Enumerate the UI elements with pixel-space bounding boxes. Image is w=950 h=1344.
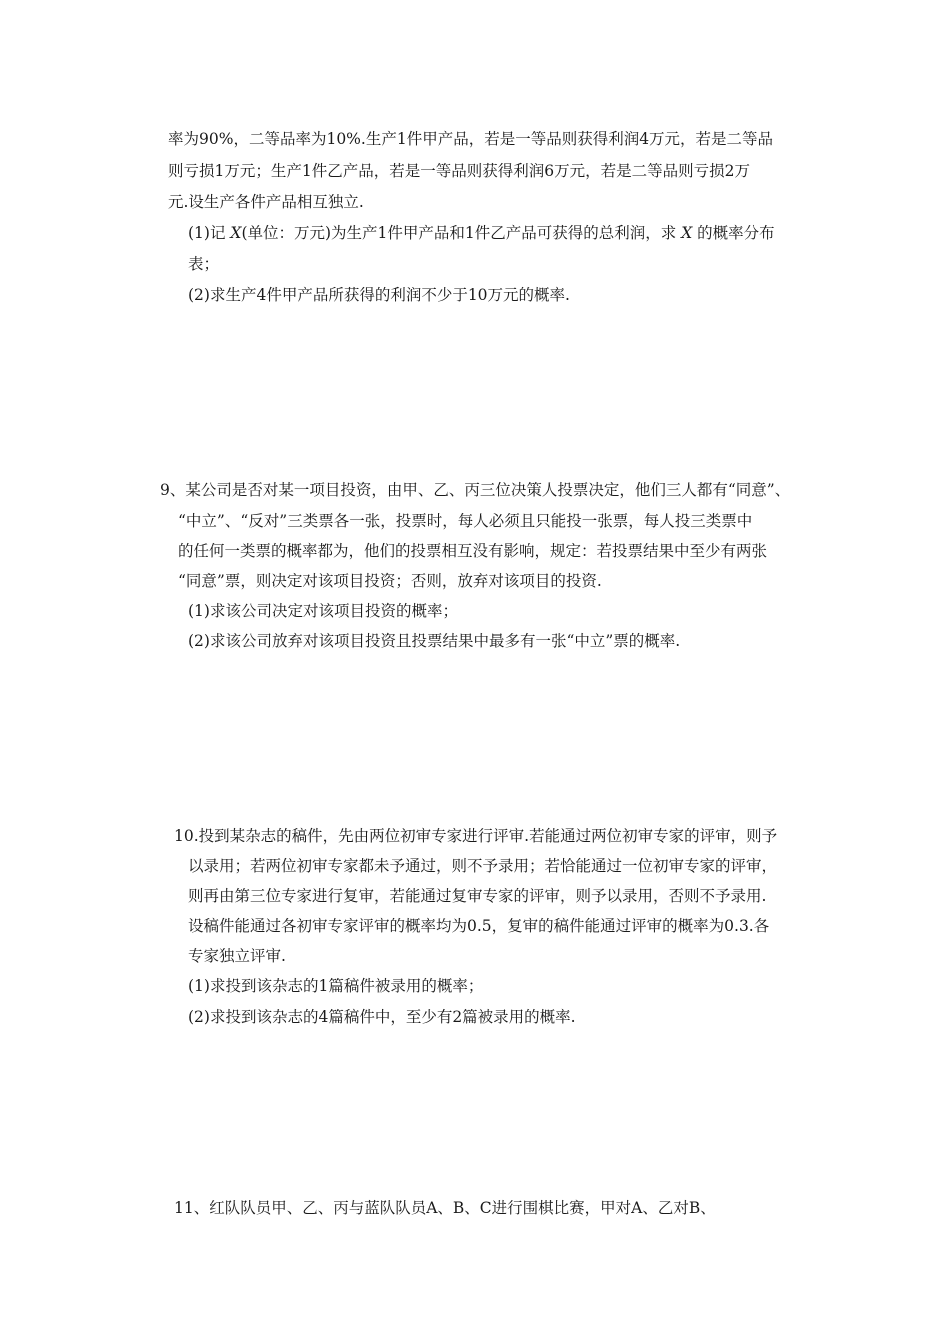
problem-8-line-1: 率为90%，二等品率为10%.生产1件甲产品，若是一等品则获得利润4万元，若是二等品 [168,130,774,148]
variable-x: X [230,224,242,242]
q1-text-b: (单位：万元)为生产1件甲产品和1件乙产品可获得的总利润，求 [241,224,682,242]
problem-9-question-1: (1)求该公司决定对该项目投资的概率； [188,602,458,620]
variable-x: X [681,224,693,242]
problem-8-question-2: (2)求生产4件甲产品所获得的利润不少于10万元的概率. [188,286,570,304]
problem-10-line-5: 专家独立评审. [188,947,286,965]
problem-10-question-2: (2)求投到该杂志的4篇稿件中，至少有2篇被录用的概率. [188,1008,576,1026]
problem-9-question-2: (2)求该公司放弃对该项目投资且投票结果中最多有一张“中立”票的概率. [188,632,681,650]
q1-text-a: (1)记 [188,224,231,242]
problem-8-line-2: 则亏损1万元；生产1件乙产品，若是一等品则获得利润6万元，若是二等品则亏损2万 [168,162,750,180]
problem-8-question-1 [188,223,775,243]
problem-10-line-1: 10.投到某杂志的稿件，先由两位初审专家进行评审.若能通过两位初审专家的评审，则予 [174,827,778,845]
problem-10-line-4: 设稿件能通过各初审专家评审的概率均为0.5，复审的稿件能通过评审的概率为0.3.各 [188,917,770,935]
problem-8-line-3: 元.设生产各件产品相互独立. [168,193,364,211]
problem-9-line-1: 9、某公司是否对某一项目投资，由甲、乙、丙三位决策人投票决定，他们三人都有“同意”、 [160,481,791,499]
problem-10-line-2: 以录用；若两位初审专家都未予通过，则不予录用；若恰能通过一位初审专家的评审， [188,857,778,875]
problem-9-line-2: “中立”、“反对”三类票各一张，投票时，每人必须且只能投一张票，每人投三类票中 [178,512,753,530]
problem-11-line-1: 11、红队队员甲、乙、丙与蓝队队员A、B、C进行围棋比赛，甲对A、乙对B、 [174,1199,716,1217]
problem-10-line-3: 则再由第三位专家进行复审，若能通过复审专家的评审，则予以录用，否则不予录用. [188,887,767,905]
problem-8-question-1-cont: 表； [188,255,220,273]
problem-10-question-1: (1)求投到该杂志的1篇稿件被录用的概率； [188,977,484,995]
problem-9-line-3: 的任何一类票的概率都为，他们的投票相互没有影响，规定：若投票结果中至少有两张 [178,542,768,560]
problem-9-line-4: “同意”票，则决定对该项目投资；否则，放弃对该项目的投资. [178,572,602,590]
q1-text-c: 的概率分布 [692,224,775,242]
